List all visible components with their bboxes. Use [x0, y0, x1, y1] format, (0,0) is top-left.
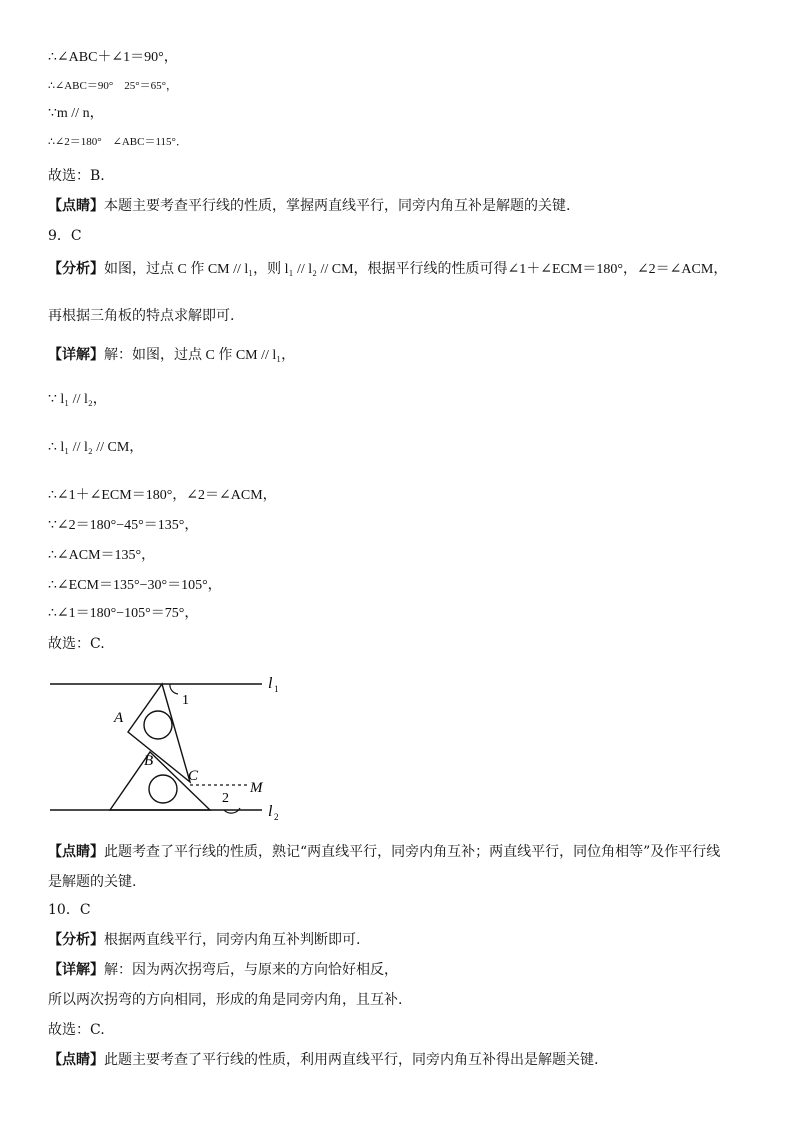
text-line: ∴∠ABC＋∠1＝90°， [48, 50, 178, 65]
text-line: 故选：C. [48, 636, 105, 652]
text-line: ∵ l₁ // l₂， [48, 392, 107, 407]
text-line: ∴∠ECM＝135°−30°＝105°， [48, 578, 222, 593]
section-label: 【点睛】 [48, 844, 104, 860]
text-line: 所以两次拐弯的方向相同，形成的角是同旁内角，且互补. [48, 992, 403, 1008]
text-line: ∴∠ABC＝90° 25°＝65°， [48, 80, 178, 92]
analysis-line [48, 930, 360, 950]
section-label: 【详解】 [48, 348, 104, 363]
point-a-label: A [114, 710, 124, 726]
text-line: ∴∠1＝180°−105°＝75°， [48, 606, 199, 621]
analysis-text: 如图，过点 C 作 CM // l₁，则 l₁ // l₂ // CM，根据平行线的性质可得∠1＋∠ECM＝180°，∠2＝∠ACM， [104, 262, 728, 277]
lower-triangle-hole [149, 775, 177, 803]
comment-line [48, 842, 720, 862]
text-line: 再根据三角板的特点求解即可. [48, 308, 235, 324]
angle-1-label: 1 [182, 693, 189, 708]
text-line: 故选：B. [48, 168, 105, 184]
text-line: ∵∠2＝180°−45°＝135°， [48, 518, 199, 533]
text-line: ∴∠1＋∠ECM＝180°，∠2＝∠ACM， [48, 488, 277, 503]
l2-label: l [268, 803, 273, 820]
point-c-label: C [188, 768, 199, 784]
geometry-figure [48, 668, 308, 828]
text-line: 故选：C. [48, 1022, 105, 1038]
detail-line [48, 960, 398, 980]
section-label: 【分析】 [48, 262, 104, 277]
detail-text: 解：如图，过点 C 作 CM // l₁， [104, 348, 296, 363]
question-number: 10．C [48, 902, 91, 918]
angle-2-label: 2 [222, 791, 229, 806]
text-line: 是解题的关键. [48, 874, 137, 890]
comment-line [48, 1050, 598, 1070]
l1-label: l [268, 675, 273, 692]
section-label: 【详解】 [48, 962, 104, 978]
l1-subscript: 1 [274, 684, 279, 694]
comment-text: 此题主要考查了平行线的性质，利用两直线平行，同旁内角互补得出是解题关键. [104, 1052, 599, 1068]
comment-text: 本题主要考查平行线的性质，掌握两直线平行，同旁内角互补是解题的关键. [104, 198, 571, 214]
detail-line [48, 346, 295, 366]
comment-text: 此题考查了平行线的性质，熟记“两直线平行，同旁内角互补；两直线平行，同位角相等”及作平行线 [104, 844, 721, 860]
analysis-text: 根据两直线平行，同旁内角互补判断即可. [104, 932, 361, 948]
text-line: ∴∠ACM＝135°， [48, 548, 156, 563]
analysis-line [48, 260, 727, 280]
angle-1-arc [170, 684, 178, 694]
section-label: 【点睛】 [48, 198, 104, 214]
upper-triangle-hole [144, 711, 172, 739]
text-line: ∴ l₁ // l₂ // CM， [48, 440, 144, 455]
upper-triangle-ruler [128, 684, 190, 782]
text-line: ∵m // n， [48, 106, 104, 121]
section-label: 【分析】 [48, 932, 104, 948]
point-m-label: M [250, 780, 263, 796]
text-line: ∴∠2＝180° ∠ABC＝115°． [48, 136, 187, 148]
detail-text: 解：因为两次拐弯后，与原来的方向恰好相反， [104, 962, 398, 978]
section-label: 【点睛】 [48, 1052, 104, 1068]
question-number: 9．C [48, 228, 82, 244]
comment-line [48, 196, 570, 216]
l2-subscript: 2 [274, 812, 279, 822]
point-b-label: B [144, 753, 154, 769]
